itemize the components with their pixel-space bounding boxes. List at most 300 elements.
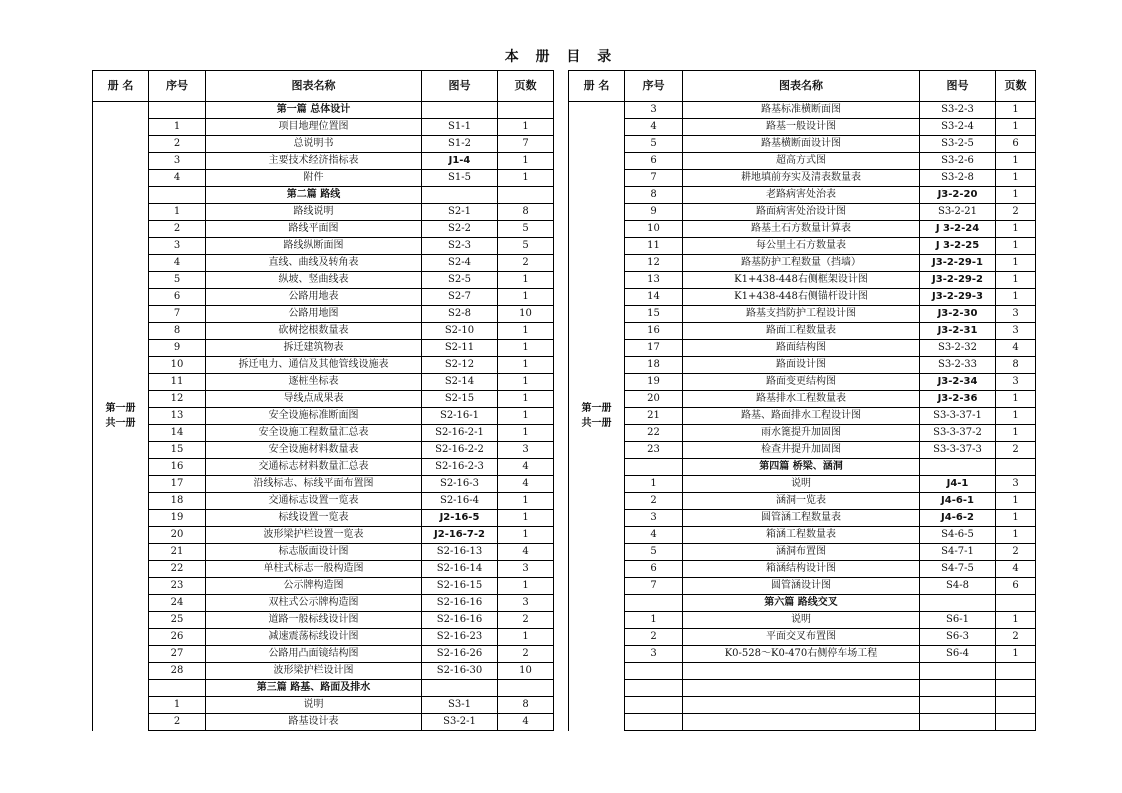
name-cell: 箱涵工程数量表 [683, 527, 920, 544]
header-seq: 序号 [625, 71, 683, 102]
seq-cell: 3 [625, 510, 683, 527]
table-row [569, 204, 1036, 221]
seq-cell: 9 [149, 340, 206, 357]
seq-cell: 1 [149, 697, 206, 714]
table-row [93, 612, 554, 629]
header-pages: 页数 [996, 71, 1036, 102]
code-cell: S3-2-6 [920, 153, 996, 170]
pages-cell: 1 [498, 493, 554, 510]
seq-cell [149, 102, 206, 119]
pages-cell: 3 [498, 442, 554, 459]
table-row [93, 544, 554, 561]
pages-cell: 10 [498, 306, 554, 323]
table-row [93, 476, 554, 493]
pages-cell: 2 [498, 612, 554, 629]
seq-cell: 6 [625, 153, 683, 170]
seq-cell: 17 [149, 476, 206, 493]
pages-cell [996, 714, 1036, 731]
code-cell: S2-16-14 [422, 561, 498, 578]
name-cell: 耕地填前夯实及清表数量表 [683, 170, 920, 187]
pages-cell: 3 [498, 561, 554, 578]
name-cell: 沿线标志、标线平面布置图 [206, 476, 422, 493]
pages-cell [498, 102, 554, 119]
seq-cell [149, 680, 206, 697]
table-row [569, 255, 1036, 272]
table-row [93, 238, 554, 255]
pages-cell: 3 [996, 374, 1036, 391]
name-cell: 箱涵结构设计图 [683, 561, 920, 578]
pages-cell: 1 [498, 629, 554, 646]
table-row [93, 493, 554, 510]
pages-cell: 6 [996, 578, 1036, 595]
pages-cell: 1 [498, 119, 554, 136]
seq-cell: 11 [149, 374, 206, 391]
code-cell [920, 663, 996, 680]
table-row [569, 374, 1036, 391]
name-cell: 路基横断面设计图 [683, 136, 920, 153]
table-row [569, 187, 1036, 204]
name-cell: 附件 [206, 170, 422, 187]
seq-cell: 1 [625, 612, 683, 629]
table-row [569, 391, 1036, 408]
pages-cell: 1 [498, 323, 554, 340]
code-cell: J3-2-36 [920, 391, 996, 408]
table-row [93, 136, 554, 153]
table-row [569, 663, 1036, 680]
seq-cell: 2 [149, 221, 206, 238]
table-row [93, 527, 554, 544]
pages-cell: 1 [996, 153, 1036, 170]
table-row [93, 408, 554, 425]
seq-cell: 25 [149, 612, 206, 629]
name-cell: 路基防护工程数量（挡墙） [683, 255, 920, 272]
seq-cell: 9 [625, 204, 683, 221]
pages-cell: 1 [996, 527, 1036, 544]
name-cell: 项目地理位置图 [206, 119, 422, 136]
volume-label [93, 102, 149, 731]
pages-cell: 4 [996, 340, 1036, 357]
seq-cell: 10 [149, 357, 206, 374]
code-cell [422, 102, 498, 119]
code-cell [422, 680, 498, 697]
code-cell: S2-15 [422, 391, 498, 408]
seq-cell: 12 [625, 255, 683, 272]
seq-cell: 23 [149, 578, 206, 595]
pages-cell: 1 [996, 391, 1036, 408]
seq-cell: 26 [149, 629, 206, 646]
seq-cell: 12 [149, 391, 206, 408]
seq-cell: 7 [625, 170, 683, 187]
seq-cell: 15 [625, 306, 683, 323]
name-cell: K1+438-448右侧锚杆设计图 [683, 289, 920, 306]
table-row [93, 306, 554, 323]
code-cell: S2-8 [422, 306, 498, 323]
name-cell [683, 680, 920, 697]
code-cell: S2-16-16 [422, 612, 498, 629]
code-cell: S2-16-3 [422, 476, 498, 493]
pages-cell: 3 [996, 306, 1036, 323]
code-cell: J3-2-30 [920, 306, 996, 323]
name-cell: 总说明书 [206, 136, 422, 153]
code-cell: S2-16-15 [422, 578, 498, 595]
code-cell: J 3-2-24 [920, 221, 996, 238]
table-row [569, 544, 1036, 561]
table-row [569, 357, 1036, 374]
section-title: 第三篇 路基、路面及排水 [206, 680, 422, 697]
pages-cell: 1 [498, 289, 554, 306]
name-cell: 双柱式公示牌构造图 [206, 595, 422, 612]
section-title: 第二篇 路线 [206, 187, 422, 204]
code-cell: S3-2-1 [422, 714, 498, 731]
name-cell: 说明 [683, 612, 920, 629]
table-row [569, 629, 1036, 646]
code-cell [920, 595, 996, 612]
pages-cell [996, 663, 1036, 680]
pages-cell: 1 [996, 102, 1036, 119]
seq-cell: 2 [149, 714, 206, 731]
pages-cell: 3 [498, 595, 554, 612]
name-cell: 说明 [683, 476, 920, 493]
name-cell: 公路用地图 [206, 306, 422, 323]
pages-cell: 1 [498, 408, 554, 425]
code-cell: S2-2 [422, 221, 498, 238]
table-row [93, 697, 554, 714]
code-cell: J3-2-29-3 [920, 289, 996, 306]
seq-cell [625, 697, 683, 714]
pages-cell [996, 595, 1036, 612]
seq-cell: 11 [625, 238, 683, 255]
code-cell: S1-5 [422, 170, 498, 187]
pages-cell: 7 [498, 136, 554, 153]
name-cell: 路线说明 [206, 204, 422, 221]
volume-line-2: 共一册 [105, 418, 136, 430]
table-row [569, 425, 1036, 442]
code-cell: S6-4 [920, 646, 996, 663]
header-name: 图表名称 [206, 71, 422, 102]
seq-cell: 20 [625, 391, 683, 408]
code-cell: S3-1 [422, 697, 498, 714]
table-row [569, 646, 1036, 663]
name-cell: 安全设施标准断面图 [206, 408, 422, 425]
volume-line-1: 第一册 [105, 403, 136, 415]
seq-cell: 2 [149, 136, 206, 153]
pages-cell [498, 680, 554, 697]
pages-cell: 5 [498, 221, 554, 238]
pages-cell: 4 [498, 714, 554, 731]
code-cell: S2-10 [422, 323, 498, 340]
table-row [93, 221, 554, 238]
seq-cell: 7 [625, 578, 683, 595]
table-row [569, 612, 1036, 629]
pages-cell: 1 [996, 170, 1036, 187]
name-cell: K0-528～K0-470右侧停车场工程 [683, 646, 920, 663]
pages-cell: 1 [996, 425, 1036, 442]
pages-cell: 2 [498, 255, 554, 272]
name-cell: 波形梁护栏设计图 [206, 663, 422, 680]
header-code: 图号 [422, 71, 498, 102]
table-row [569, 442, 1036, 459]
pages-cell: 1 [996, 221, 1036, 238]
pages-cell: 6 [996, 136, 1036, 153]
page-title: 本 册 目 录 [504, 49, 618, 65]
table-row [569, 340, 1036, 357]
pages-cell: 1 [498, 170, 554, 187]
seq-cell [625, 663, 683, 680]
name-cell: 路基支挡防护工程设计图 [683, 306, 920, 323]
name-cell: 涵洞一览表 [683, 493, 920, 510]
seq-cell: 17 [625, 340, 683, 357]
name-cell: 减速震荡标线设计图 [206, 629, 422, 646]
pages-cell: 1 [498, 391, 554, 408]
table-row [569, 323, 1036, 340]
name-cell: 道路一般标线设计图 [206, 612, 422, 629]
pages-cell: 1 [996, 238, 1036, 255]
volume-line-2: 共一册 [581, 418, 612, 430]
name-cell: 路基一般设计图 [683, 119, 920, 136]
seq-cell: 8 [625, 187, 683, 204]
name-cell: 超高方式图 [683, 153, 920, 170]
seq-cell: 18 [625, 357, 683, 374]
seq-cell: 19 [149, 510, 206, 527]
name-cell: 交通标志材料数量汇总表 [206, 459, 422, 476]
pages-cell: 4 [996, 561, 1036, 578]
table-row [93, 255, 554, 272]
table-row [93, 272, 554, 289]
seq-cell: 1 [625, 476, 683, 493]
seq-cell: 6 [149, 289, 206, 306]
pages-cell: 1 [996, 272, 1036, 289]
code-cell: S4-7-5 [920, 561, 996, 578]
code-cell: J2-16-7-2 [422, 527, 498, 544]
pages-cell: 4 [498, 459, 554, 476]
pages-cell: 1 [498, 153, 554, 170]
pages-cell: 1 [498, 340, 554, 357]
pages-cell: 1 [996, 255, 1036, 272]
code-cell: S2-16-23 [422, 629, 498, 646]
table-row [93, 578, 554, 595]
name-cell: 老路病害处治表 [683, 187, 920, 204]
code-cell: S3-2-32 [920, 340, 996, 357]
seq-cell: 4 [149, 170, 206, 187]
header-pages: 页数 [498, 71, 554, 102]
code-cell: S2-4 [422, 255, 498, 272]
name-cell: 单柱式标志一般构造图 [206, 561, 422, 578]
pages-cell [996, 680, 1036, 697]
seq-cell: 10 [625, 221, 683, 238]
table-row [569, 153, 1036, 170]
seq-cell: 14 [625, 289, 683, 306]
seq-cell [149, 187, 206, 204]
code-cell: S2-12 [422, 357, 498, 374]
pages-cell: 2 [996, 544, 1036, 561]
code-cell: S3-2-8 [920, 170, 996, 187]
pages-cell: 8 [498, 204, 554, 221]
toc-table-left [92, 70, 554, 731]
code-cell [920, 714, 996, 731]
code-cell: S2-16-2-3 [422, 459, 498, 476]
name-cell: 雨水篦提升加固图 [683, 425, 920, 442]
seq-cell: 8 [149, 323, 206, 340]
pages-cell: 3 [996, 476, 1036, 493]
code-cell: J3-2-20 [920, 187, 996, 204]
table-row [93, 289, 554, 306]
pages-cell: 1 [498, 578, 554, 595]
code-cell: S2-5 [422, 272, 498, 289]
seq-cell: 22 [149, 561, 206, 578]
section-title: 第四篇 桥梁、涵洞 [683, 459, 920, 476]
name-cell: 检查井提升加固图 [683, 442, 920, 459]
name-cell: 安全设施材料数量表 [206, 442, 422, 459]
pages-cell: 1 [996, 493, 1036, 510]
seq-cell: 3 [625, 102, 683, 119]
seq-cell: 5 [149, 272, 206, 289]
name-cell: 平面交叉布置图 [683, 629, 920, 646]
code-cell: S4-6-5 [920, 527, 996, 544]
toc-table-right [568, 70, 1036, 731]
table-row [569, 714, 1036, 731]
table-row [569, 221, 1036, 238]
code-cell [920, 459, 996, 476]
pages-cell: 1 [996, 646, 1036, 663]
header-row [569, 71, 1036, 102]
seq-cell: 5 [625, 136, 683, 153]
code-cell: J3-2-29-1 [920, 255, 996, 272]
code-cell [422, 187, 498, 204]
section-row [93, 680, 554, 697]
pages-cell: 4 [498, 476, 554, 493]
name-cell [683, 663, 920, 680]
name-cell: 路面病害处治设计图 [683, 204, 920, 221]
table-row [93, 663, 554, 680]
name-cell: 主要技术经济指标表 [206, 153, 422, 170]
seq-cell: 7 [149, 306, 206, 323]
name-cell: 公路用地表 [206, 289, 422, 306]
seq-cell: 3 [625, 646, 683, 663]
name-cell: 路面结构图 [683, 340, 920, 357]
code-cell: J4-6-2 [920, 510, 996, 527]
seq-cell: 4 [149, 255, 206, 272]
name-cell: 标线设置一览表 [206, 510, 422, 527]
name-cell: 标志版面设计图 [206, 544, 422, 561]
table-row [569, 289, 1036, 306]
code-cell: S4-8 [920, 578, 996, 595]
code-cell [920, 680, 996, 697]
table-row [569, 561, 1036, 578]
code-cell: S4-7-1 [920, 544, 996, 561]
code-cell: S2-16-26 [422, 646, 498, 663]
name-cell: K1+438-448右侧框架设计图 [683, 272, 920, 289]
code-cell: S1-1 [422, 119, 498, 136]
name-cell: 纵坡、竖曲线表 [206, 272, 422, 289]
name-cell: 直线、曲线及转角表 [206, 255, 422, 272]
seq-cell: 23 [625, 442, 683, 459]
pages-cell: 1 [498, 510, 554, 527]
table-row [93, 714, 554, 731]
table-row [569, 578, 1036, 595]
seq-cell: 1 [149, 204, 206, 221]
code-cell: S6-1 [920, 612, 996, 629]
seq-cell: 14 [149, 425, 206, 442]
seq-cell: 2 [625, 493, 683, 510]
code-cell: S2-16-2-2 [422, 442, 498, 459]
header-volume: 册 名 [93, 71, 149, 102]
section-title: 第六篇 路线交叉 [683, 595, 920, 612]
name-cell: 逐桩坐标表 [206, 374, 422, 391]
volume-line-1: 第一册 [581, 403, 612, 415]
name-cell [683, 697, 920, 714]
pages-cell: 1 [996, 187, 1036, 204]
seq-cell: 21 [625, 408, 683, 425]
seq-cell: 22 [625, 425, 683, 442]
table-row [93, 425, 554, 442]
table-row [569, 408, 1036, 425]
seq-cell: 4 [625, 119, 683, 136]
pages-cell: 1 [498, 357, 554, 374]
table-row [93, 391, 554, 408]
table-row [569, 119, 1036, 136]
seq-cell: 3 [149, 238, 206, 255]
name-cell: 路面工程数量表 [683, 323, 920, 340]
code-cell: S2-1 [422, 204, 498, 221]
table-row [93, 510, 554, 527]
table-row [93, 153, 554, 170]
pages-cell: 1 [996, 119, 1036, 136]
name-cell: 路面设计图 [683, 357, 920, 374]
pages-cell: 2 [498, 646, 554, 663]
seq-cell: 5 [625, 544, 683, 561]
name-cell: 路线平面图 [206, 221, 422, 238]
pages-cell: 5 [498, 238, 554, 255]
seq-cell: 6 [625, 561, 683, 578]
name-cell: 公路用凸面镜结构图 [206, 646, 422, 663]
seq-cell: 20 [149, 527, 206, 544]
code-cell: S3-2-21 [920, 204, 996, 221]
pages-cell: 1 [996, 408, 1036, 425]
seq-cell: 15 [149, 442, 206, 459]
pages-cell: 1 [996, 612, 1036, 629]
code-cell: S1-2 [422, 136, 498, 153]
code-cell: S3-2-4 [920, 119, 996, 136]
seq-cell: 13 [625, 272, 683, 289]
code-cell: S2-16-30 [422, 663, 498, 680]
name-cell: 涵洞布置图 [683, 544, 920, 561]
pages-cell: 8 [498, 697, 554, 714]
name-cell: 圆管涵设计图 [683, 578, 920, 595]
code-cell: S2-11 [422, 340, 498, 357]
pages-cell: 2 [996, 629, 1036, 646]
table-row [93, 646, 554, 663]
table-row [569, 697, 1036, 714]
code-cell: S2-16-16 [422, 595, 498, 612]
table-row [569, 680, 1036, 697]
pages-cell: 2 [996, 204, 1036, 221]
seq-cell [625, 595, 683, 612]
section-row [93, 187, 554, 204]
section-title: 第一篇 总体设计 [206, 102, 422, 119]
header-code: 图号 [920, 71, 996, 102]
seq-cell [625, 680, 683, 697]
table-row [569, 136, 1036, 153]
seq-cell: 19 [625, 374, 683, 391]
seq-cell: 16 [625, 323, 683, 340]
table-row [93, 170, 554, 187]
code-cell: S2-16-4 [422, 493, 498, 510]
pages-cell: 1 [498, 425, 554, 442]
seq-cell: 13 [149, 408, 206, 425]
table-row [93, 442, 554, 459]
table-row [93, 323, 554, 340]
pages-cell [498, 187, 554, 204]
